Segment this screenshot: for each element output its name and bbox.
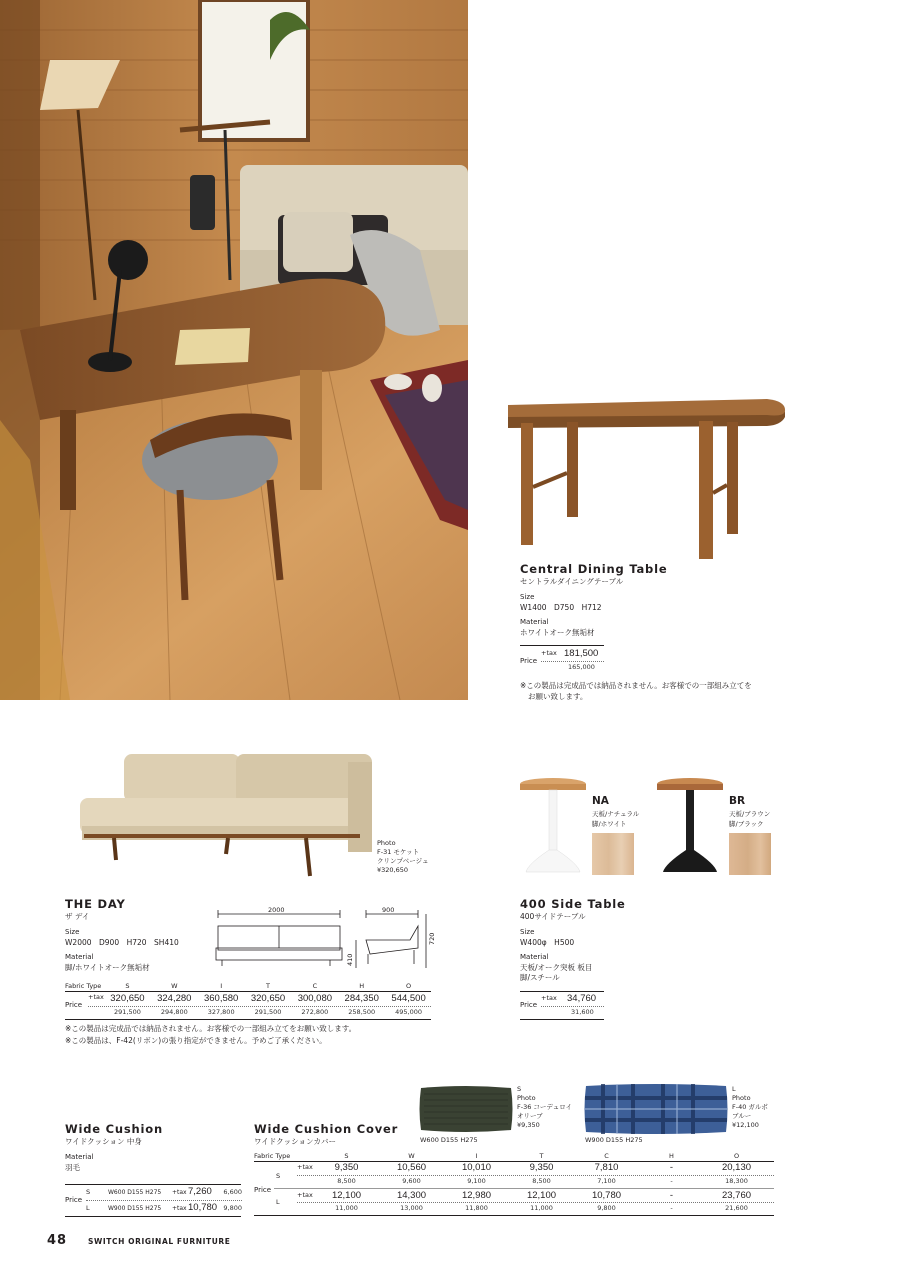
cover-price-tax: 12,100 [331, 1190, 362, 1201]
cushion-row-tax-label: +tax [172, 1205, 187, 1212]
cover-s-dims: W600 D155 H275 [420, 1136, 478, 1144]
cover-price-tax: 9,350 [334, 1162, 359, 1173]
cover-price-base: 11,000 [530, 1204, 553, 1212]
cushion-material-label: Material [65, 1153, 94, 1161]
cover-row-divider [297, 1202, 774, 1203]
side-table-price-tax: 34,760 [567, 993, 597, 1004]
cover-price-base: - [670, 1204, 673, 1212]
side-table-size-label: Size [520, 928, 535, 936]
cover-price-tax: 10,780 [591, 1190, 622, 1201]
sofa-table-bottom-rule [65, 1019, 431, 1020]
dining-size-label: Size [520, 593, 535, 601]
cover-price-tax: 12,100 [526, 1190, 557, 1201]
cover-price-tax: 14,300 [396, 1190, 427, 1201]
footer-brand: SWITCH ORIGINAL FURNITURE [88, 1237, 231, 1246]
dining-material-value: ホワイトオーク無垢材 [520, 628, 595, 637]
cover-row-size: L [276, 1198, 280, 1206]
sofa-image [78, 748, 376, 878]
cushion-l-image [583, 1082, 729, 1136]
cover-l-color: ブルー [732, 1112, 752, 1120]
dining-price-divider [541, 661, 604, 662]
cover-fabric-type-label: Fabric Type [254, 1152, 291, 1160]
sofa-fabric-type: H [359, 982, 365, 990]
cushion-name-jp: ワイドクッション 中身 [65, 1137, 142, 1146]
cover-price-base: 8,500 [337, 1177, 356, 1185]
side-table-size-value: W400φ H500 [520, 938, 575, 947]
cover-l-dims: W900 D155 H275 [585, 1136, 643, 1144]
dining-price-tax: 181,500 [564, 648, 599, 659]
side-table-na-image [518, 776, 588, 878]
cushion-material-value: 羽毛 [65, 1163, 80, 1172]
sofa-size-value: W2000 D900 H720 SH410 [65, 938, 179, 947]
cushion-row-size: L [86, 1204, 90, 1212]
dining-price-rule [520, 645, 604, 646]
sofa-price-divider [88, 1006, 431, 1007]
cushion-s-image [418, 1084, 514, 1134]
dining-material-label: Material [520, 618, 549, 626]
dining-name-jp: セントラルダイニングテーブル [520, 577, 624, 586]
sofa-prices-base-row [104, 1008, 432, 1016]
cover-fabric-type: I [475, 1152, 478, 1160]
cover-price-base: - [670, 1177, 673, 1185]
cover-row-s-tax [314, 1162, 774, 1173]
dining-note-1: ※この製品は完成品では納品されません。お客様での一部組み立てを [520, 681, 752, 690]
cushion-row-divider [86, 1200, 242, 1201]
cushion-price-rows [86, 1186, 242, 1216]
cover-row-divider [297, 1175, 774, 1176]
side-table-tax-label: +tax [541, 994, 557, 1002]
cushion-price-rule [65, 1184, 241, 1185]
side-table-br-leg: 脚/ブラック [729, 820, 764, 828]
sofa-table-rule [65, 991, 431, 992]
sofa-photo-color: クリンプベージュ [377, 857, 429, 865]
cover-price-base: 9,100 [467, 1177, 486, 1185]
cushion-row-price-tax: 10,780 [188, 1202, 218, 1213]
cover-l-photo-label: Photo [732, 1094, 751, 1102]
cover-price-tax: 9,350 [529, 1162, 554, 1173]
cushion-price-bottom-rule [65, 1216, 241, 1217]
cover-price-tax: 10,010 [461, 1162, 492, 1173]
cover-price-tax: 7,810 [594, 1162, 619, 1173]
dining-price-base: 165,000 [568, 663, 595, 671]
cover-price-base: 21,600 [725, 1204, 748, 1212]
sofa-prices-tax-row [104, 993, 432, 1004]
sofa-price-tax: 284,350 [344, 993, 379, 1004]
side-table-br-top: 天板/ブラウン [729, 810, 771, 818]
sofa-price-base: 291,500 [254, 1008, 282, 1016]
cover-row-separator [274, 1188, 774, 1189]
page-number: 48 [47, 1233, 68, 1248]
cover-s-color: オリーブ [517, 1112, 543, 1120]
room-photo [0, 0, 468, 700]
sofa-fabric-type: C [312, 982, 318, 990]
cover-price-base: 9,600 [402, 1177, 421, 1185]
sofa-fabric-type: W [171, 982, 178, 990]
side-table-na-code: NA [592, 795, 609, 807]
cover-s-price: ¥9,350 [517, 1121, 540, 1129]
sofa-price-tax: 360,580 [203, 993, 239, 1004]
sofa-photo-label: Photo [377, 839, 396, 847]
cover-row-l-tax [314, 1190, 774, 1201]
side-table-br-code: BR [729, 795, 746, 807]
side-table-name-en: 400 Side Table [520, 897, 626, 911]
sofa-material-label: Material [65, 953, 94, 961]
side-table-price-bottom-rule [520, 1019, 604, 1020]
dining-tax-label: +tax [541, 649, 557, 657]
side-table-price-rule [520, 991, 604, 992]
side-table-name-jp: 400サイドテーブル [520, 912, 586, 921]
sofa-price-tax: 544,500 [391, 993, 426, 1004]
sofa-size-label: Size [65, 928, 80, 936]
sofa-price-tax: 320,650 [110, 993, 145, 1004]
cushion-price-row [86, 1202, 242, 1216]
cover-fabric-type-row [314, 1152, 774, 1161]
cushion-row-price-base: 6,600 [223, 1188, 242, 1196]
cushion-row-tax-label: +tax [172, 1189, 187, 1196]
sofa-price-base: 495,000 [395, 1008, 423, 1016]
side-table-material-1: 天板/オーク突板 板目 [520, 963, 593, 972]
cover-fabric-type: H [669, 1152, 674, 1160]
cover-s-fabric: F-36 コーデュロイ [517, 1103, 573, 1111]
side-table-material-2: 脚/スチール [520, 973, 560, 982]
sofa-note-1: ※この製品は完成品では納品されません。お客様での一部組み立てをお願い致します。 [65, 1024, 357, 1033]
cushion-row-dims: W900 D155 H275 [108, 1205, 162, 1212]
sofa-note-2: ※この製品は、F-42(リボン)の張り指定ができません。予めご了承ください。 [65, 1036, 327, 1045]
cover-price-base: 11,800 [465, 1204, 488, 1212]
cover-name-jp: ワイドクッションカバー [254, 1137, 336, 1146]
cushion-row-size: S [86, 1188, 91, 1196]
cover-fabric-type: T [539, 1152, 544, 1160]
cover-price-tax: 20,130 [721, 1162, 752, 1173]
cover-price-base: 8,500 [532, 1177, 551, 1185]
cover-price-tax: 23,760 [721, 1190, 752, 1201]
sofa-photo-fabric: F-31 モケット [377, 848, 420, 856]
side-table-na-top: 天板/ナチュラル [592, 810, 640, 818]
sofa-fabric-type-row [104, 982, 432, 991]
cover-row-tax-label: +tax [297, 1163, 313, 1171]
cover-price-base: 9,800 [597, 1204, 616, 1212]
cover-fabric-type: C [604, 1152, 609, 1160]
cover-s-size: S [517, 1085, 522, 1093]
sofa-name-en: THE DAY [65, 897, 126, 911]
cushion-row-price-base: 9,800 [223, 1204, 242, 1212]
side-table-na-swatch [592, 833, 634, 875]
sofa-price-base: 258,500 [348, 1008, 376, 1016]
sofa-dim-sh: 410 [346, 953, 354, 966]
sofa-price-label: Price [65, 1001, 83, 1009]
cushion-row-dims: W600 D155 H275 [108, 1189, 162, 1196]
sofa-fabric-type: S [125, 982, 130, 990]
sofa-price-base: 272,800 [301, 1008, 329, 1016]
cover-row-size: S [276, 1172, 281, 1180]
dining-table-image [505, 395, 790, 565]
sofa-name-jp: ザ デイ [65, 912, 90, 921]
sofa-fabric-type-label: Fabric Type [65, 982, 102, 990]
sofa-fabric-type: T [266, 982, 270, 990]
cover-l-size: L [732, 1085, 736, 1093]
side-table-br-image [655, 776, 725, 878]
sofa-dim-h: 720 [428, 932, 436, 945]
cover-price-tax: - [669, 1190, 674, 1201]
sofa-photo-price: ¥320,650 [377, 866, 409, 874]
cover-price-base: 18,300 [725, 1177, 748, 1185]
sofa-price-tax: 324,280 [157, 993, 192, 1004]
sofa-price-base: 294,800 [160, 1008, 188, 1016]
sofa-dim-w: 2000 [268, 906, 285, 914]
cushion-name-en: Wide Cushion [65, 1122, 163, 1136]
sofa-fabric-type: O [406, 982, 412, 990]
cover-row-tax-label: +tax [297, 1191, 313, 1199]
cover-price-base: 11,000 [335, 1204, 358, 1212]
cover-fabric-type: O [733, 1152, 740, 1160]
dining-size-value: W1400 D750 H712 [520, 603, 602, 612]
sofa-dimension-drawing [212, 904, 438, 974]
side-table-na-leg: 脚/ホワイト [592, 820, 627, 828]
cover-price-tax: 10,560 [396, 1162, 427, 1173]
side-table-price-label: Price [520, 1001, 538, 1009]
side-table-price-divider [541, 1006, 604, 1007]
dining-name-en: Central Dining Table [520, 562, 668, 576]
cover-row-l-base [314, 1204, 774, 1212]
sofa-price-tax: 320,650 [250, 993, 286, 1004]
cover-fabric-type: W [408, 1152, 415, 1160]
cover-name-en: Wide Cushion Cover [254, 1122, 399, 1136]
cover-price-base: 13,000 [400, 1204, 423, 1212]
side-table-br-swatch [729, 833, 771, 875]
cover-price-label: Price [254, 1186, 272, 1194]
sofa-fabric-type: I [220, 982, 223, 990]
cover-fabric-type: S [344, 1152, 349, 1160]
sofa-price-base: 327,800 [207, 1008, 235, 1016]
cover-table-bottom-rule [254, 1215, 774, 1216]
dining-price-label: Price [520, 657, 538, 665]
sofa-price-tax: 300,080 [297, 993, 333, 1004]
sofa-tax-label: +tax [88, 993, 104, 1001]
cover-price-base: 7,100 [597, 1177, 616, 1185]
dining-note-2: お願い致します。 [528, 692, 588, 701]
cover-price-tax: - [669, 1162, 674, 1173]
cover-price-tax: 12,980 [461, 1190, 492, 1201]
sofa-dim-d: 900 [382, 906, 395, 914]
side-table-material-label: Material [520, 953, 549, 961]
side-table-price-base: 31,600 [571, 1008, 594, 1016]
cover-l-fabric: F-40 ガルボ [732, 1103, 768, 1111]
cushion-price-label: Price [65, 1196, 83, 1204]
sofa-price-base: 291,500 [113, 1008, 141, 1016]
cover-s-photo-label: Photo [517, 1094, 536, 1102]
sofa-material-value: 脚/ホワイトオーク無垢材 [65, 963, 150, 972]
cover-row-s-base [314, 1177, 774, 1185]
cushion-price-row [86, 1186, 242, 1200]
cushion-row-price-tax: 7,260 [188, 1186, 212, 1197]
cover-l-price: ¥12,100 [732, 1121, 759, 1129]
